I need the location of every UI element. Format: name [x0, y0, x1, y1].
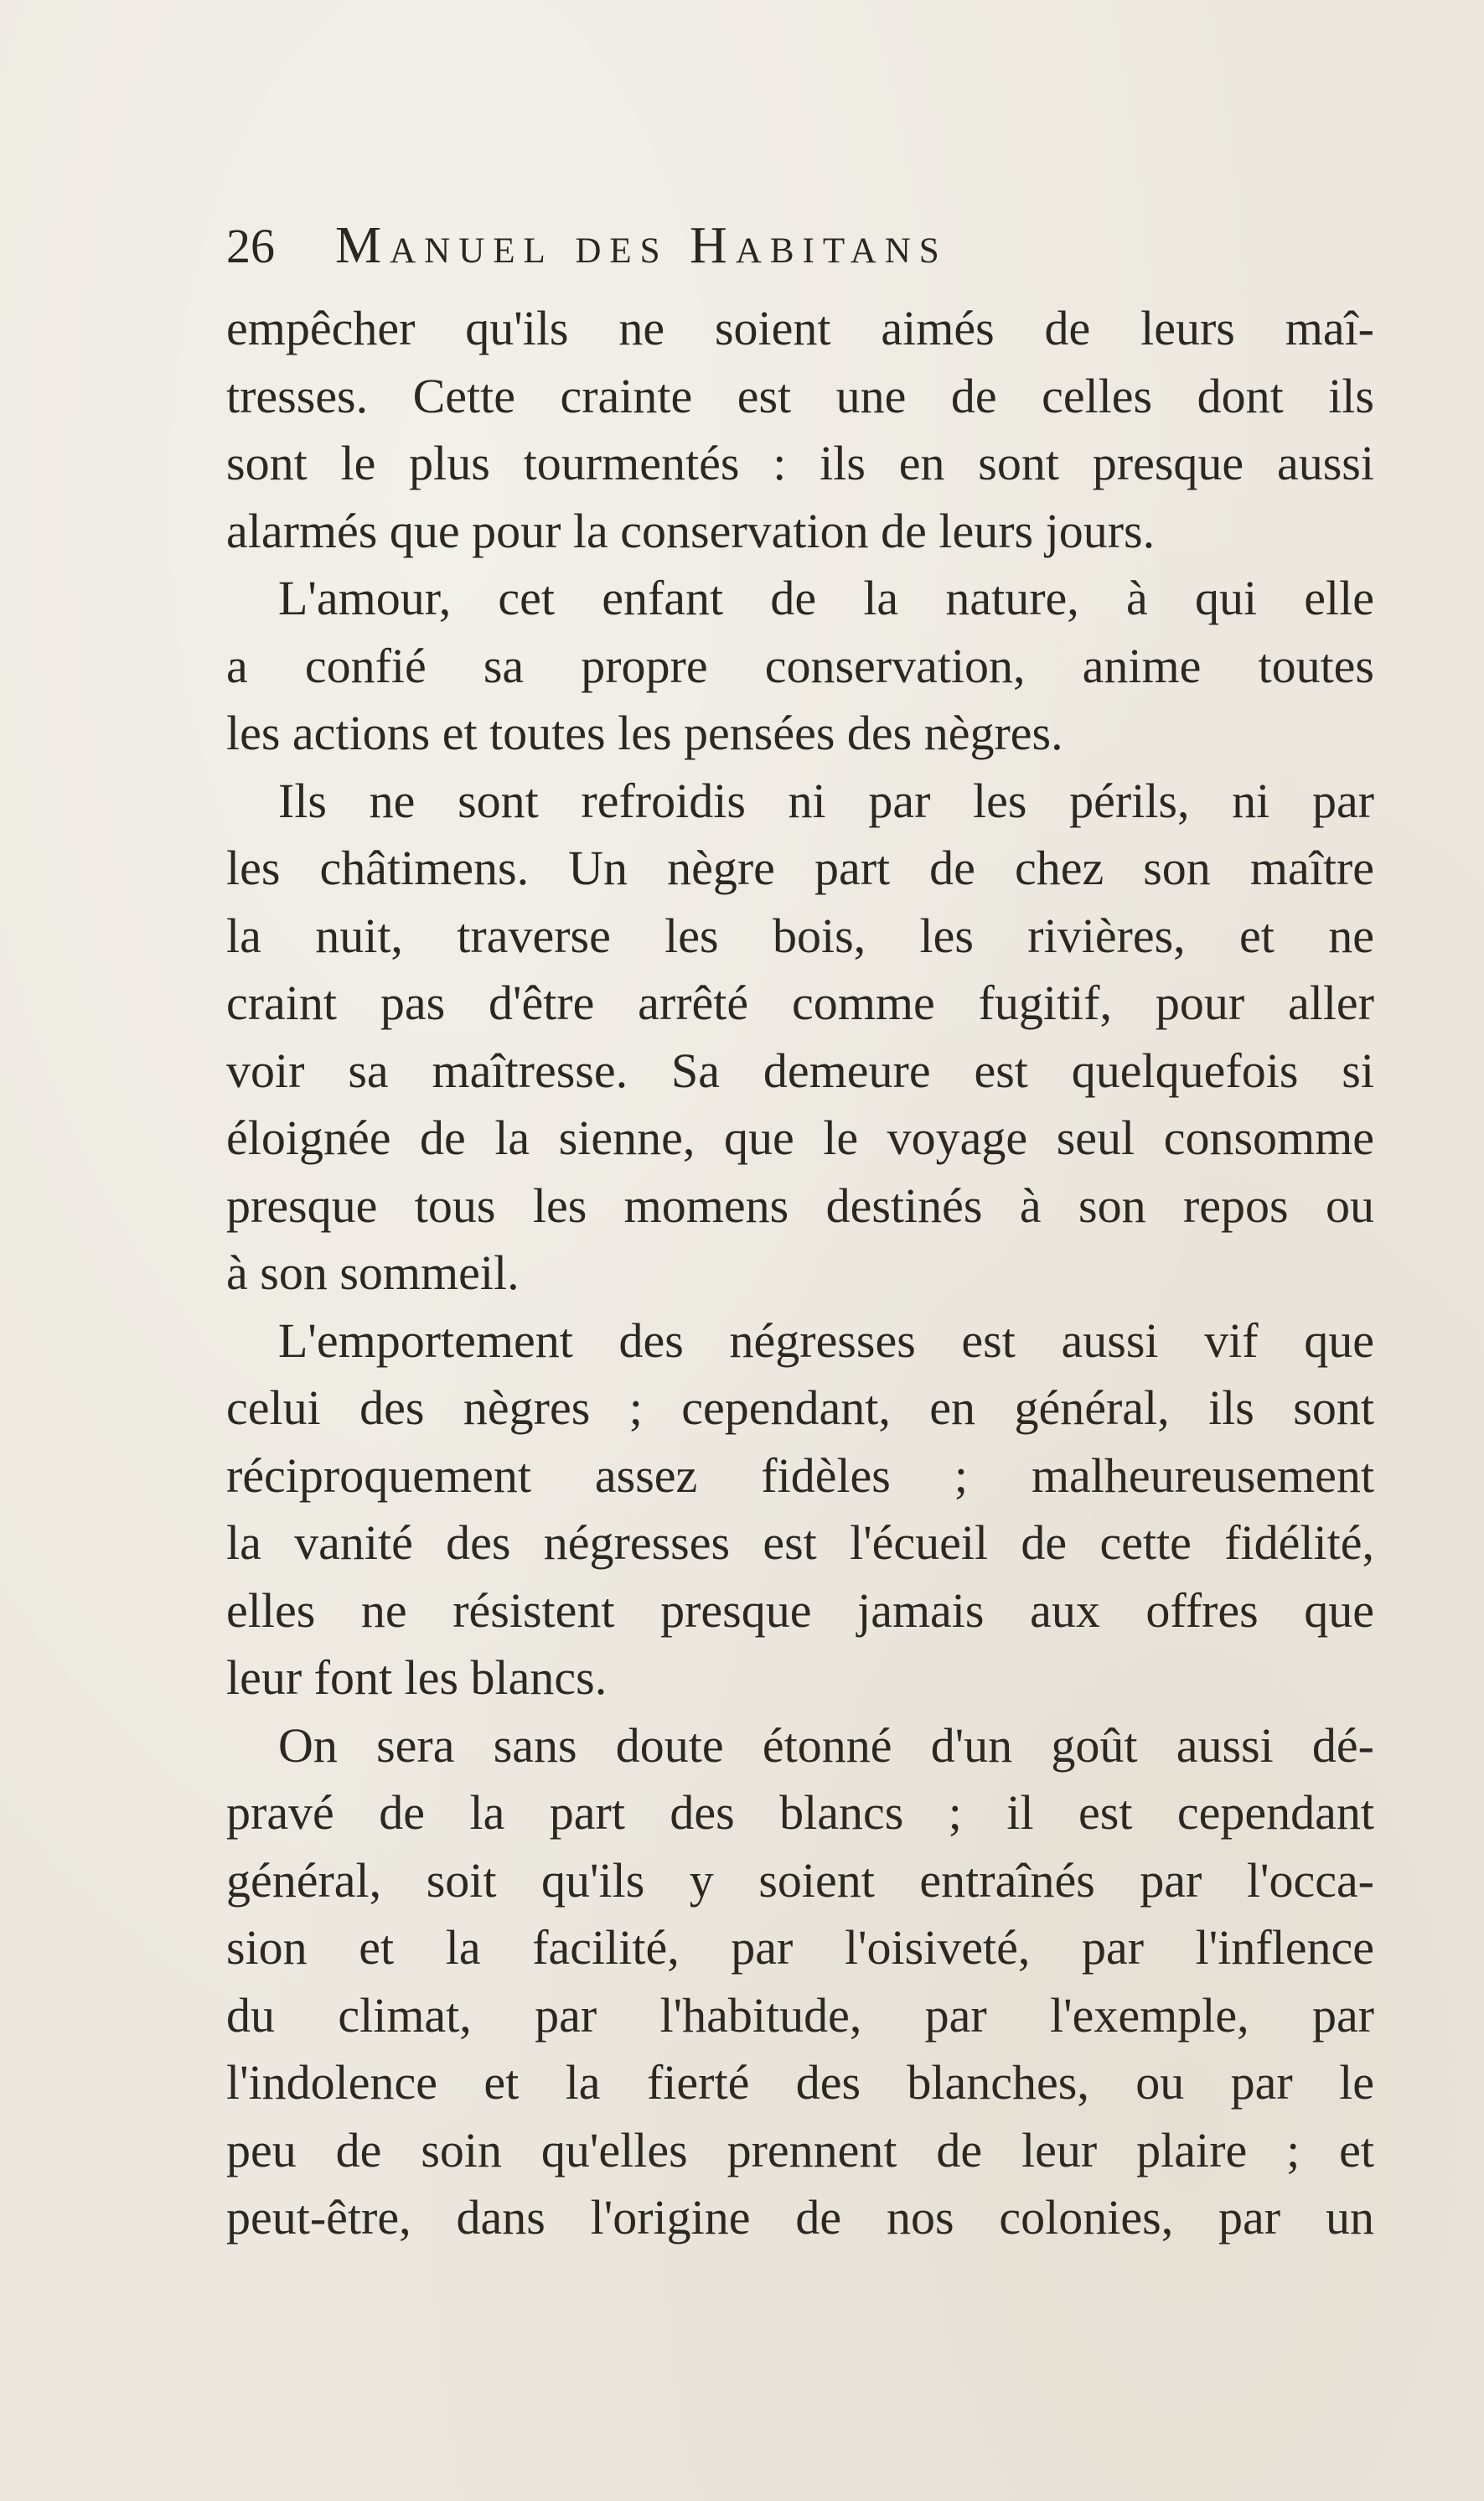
text-line: leur font les blancs. — [226, 1650, 608, 1705]
text-line: la vanité des négresses est l'écueil de cette fidélité, — [226, 1515, 1374, 1570]
text-line: la nuit, traverse les bois, les rivières, et ne — [226, 908, 1374, 963]
text-line: sont le plus tourmentés : ils en sont presque aussi — [226, 436, 1374, 490]
running-head — [226, 216, 1202, 283]
body-text — [226, 295, 1374, 2252]
text-line: à son sommeil. — [226, 1245, 520, 1300]
text-line: alarmés que pour la conservation de leurs jours. — [226, 503, 1156, 558]
text-line: l'indolence et la fierté des blanches, ou par le — [226, 2055, 1374, 2110]
text-line: les actions et toutes les pensées des nègres. — [226, 706, 1063, 760]
page-number: 26 — [226, 219, 275, 273]
text-line: celui des nègres ; cependant, en général, ils sont — [226, 1380, 1374, 1435]
text-line: éloignée de la sienne, que le voyage seul consomme — [226, 1111, 1374, 1165]
text-line: a confié sa propre conservation, anime toutes — [226, 638, 1374, 693]
text-line: sion et la facilité, par l'oisiveté, par l'inflence — [226, 1920, 1374, 1975]
text-line: tresses. Cette crainte est une de celles dont ils — [226, 368, 1374, 423]
text-line: pravé de la part des blancs ; il est cependant — [226, 1785, 1374, 1840]
text-line: général, soit qu'ils y soient entraînés par l'occa- — [226, 1852, 1374, 1908]
text-line: On sera sans doute étonné d'un goût aussi dé- — [278, 1717, 1374, 1773]
running-title: Manuel des Habitans — [335, 217, 948, 274]
text-line: Ils ne sont refroidis ni par les périls, ni par — [278, 773, 1374, 828]
text-line: peu de soin qu'elles prennent de leur plaire ; et — [226, 2122, 1374, 2177]
text-line: du climat, par l'habitude, par l'exemple, par — [226, 1987, 1374, 2043]
text-line: réciproquement assez fidèles ; malheureusement — [226, 1447, 1374, 1503]
text-line: empêcher qu'ils ne soient aimés de leurs maî- — [226, 301, 1374, 355]
text-line: voir sa maîtresse. Sa demeure est quelquefois si — [226, 1043, 1374, 1098]
text-line: presque tous les momens destinés à son repos ou — [226, 1178, 1374, 1233]
text-line: les châtimens. Un nègre part de chez son maître — [226, 841, 1374, 895]
text-line: L'emportement des négresses est aussi vif que — [278, 1313, 1374, 1368]
text-line: peut-être, dans l'origine de nos colonies, par un — [226, 2190, 1374, 2245]
text-line: elles ne résistent presque jamais aux offres que — [226, 1582, 1374, 1638]
text-line: craint pas d'être arrêté comme fugitif, pour aller — [226, 976, 1374, 1030]
text-line: L'amour, cet enfant de la nature, à qui elle — [278, 571, 1374, 625]
